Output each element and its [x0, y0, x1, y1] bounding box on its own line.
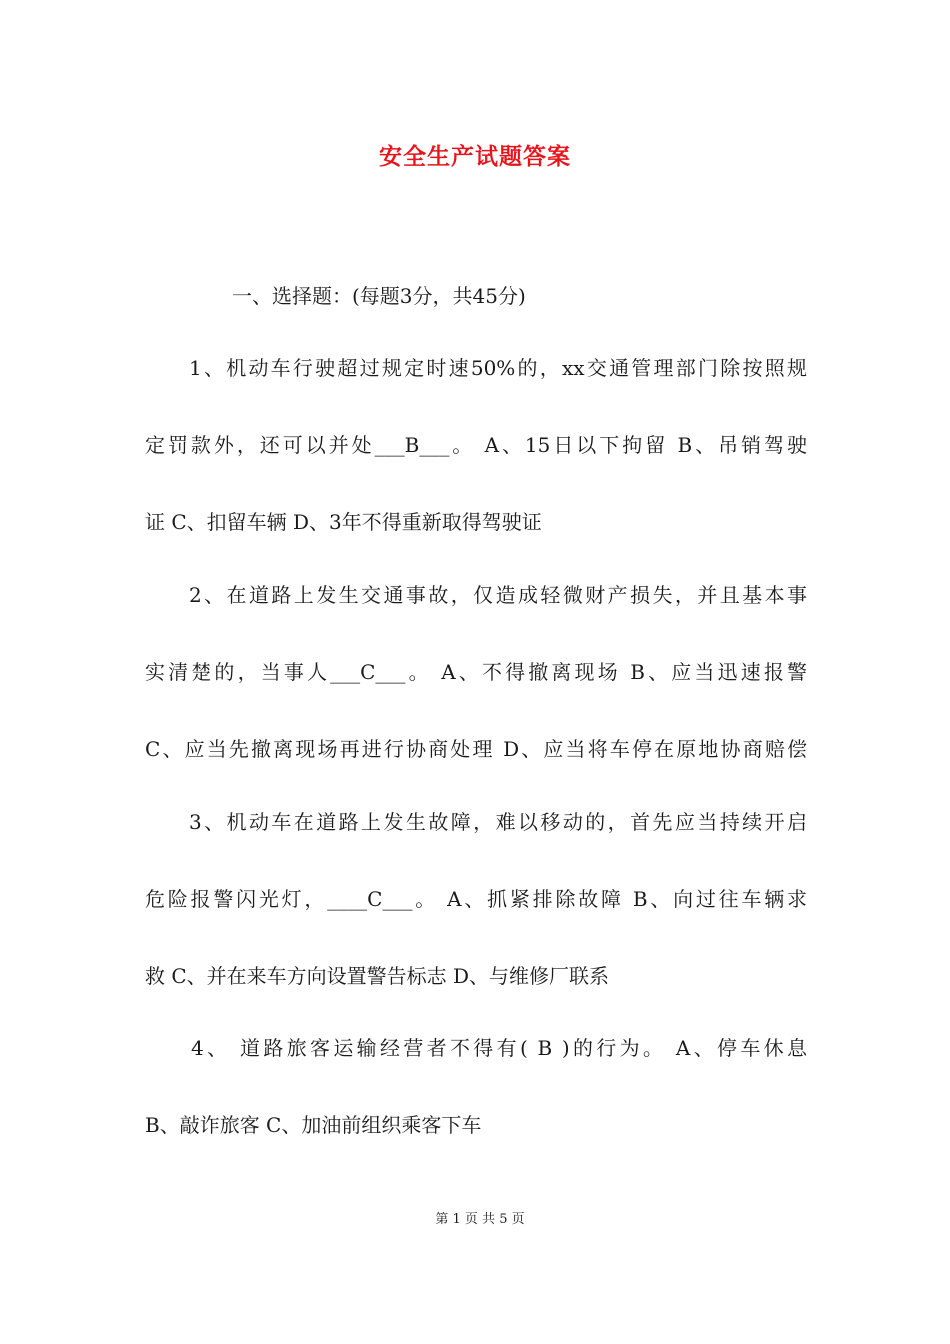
section-heading: 一、选择题：(每题3分，共45分) — [232, 284, 526, 308]
question-line: 救 C、并在来车方向设置警告标志 D、与维修厂联系 — [145, 964, 610, 988]
question-line: 定罚款外，还可以并处___B___。 A、15日以下拘留 B、吊销驾驶 — [145, 433, 807, 457]
question-line: 实清楚的，当事人___C___。 A、不得撤离现场 B、应当迅速报警 — [145, 660, 807, 684]
question-4 — [145, 1010, 807, 1164]
page-footer: 第 1 页 共 5 页 — [435, 1212, 525, 1227]
document-title: 安全生产试题答案 — [379, 143, 571, 170]
question-3 — [145, 784, 807, 1015]
question-line: B、敲诈旅客 C、加油前组织乘客下车 — [145, 1113, 482, 1137]
question-line: 3、机动车在道路上发生故障，难以移动的，首先应当持续开启 — [189, 810, 807, 834]
question-line: 危险报警闪光灯，____C___。 A、抓紧排除故障 B、向过往车辆求 — [145, 887, 807, 911]
question-line: C、应当先撤离现场再进行协商处理 D、应当将车停在原地协商赔偿 — [145, 737, 807, 761]
question-1 — [145, 330, 807, 561]
question-2 — [145, 557, 807, 788]
question-line: 4、 道路旅客运输经营者不得有( B )的行为。 A、停车休息 — [191, 1036, 807, 1060]
question-line: 1、机动车行驶超过规定时速50%的，xx交通管理部门除按照规 — [189, 356, 807, 380]
question-line: 证 C、扣留车辆 D、3年不得重新取得驾驶证 — [145, 510, 542, 534]
question-line: 2、在道路上发生交通事故，仅造成轻微财产损失，并且基本事 — [189, 583, 807, 607]
